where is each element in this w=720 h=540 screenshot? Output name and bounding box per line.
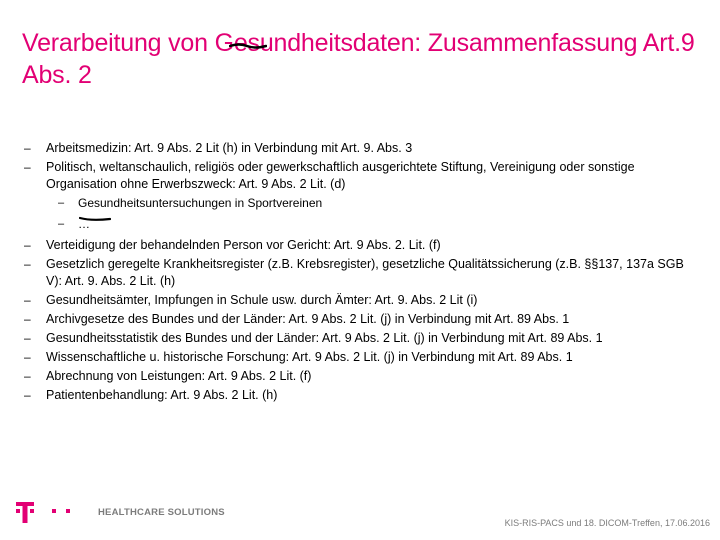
bullet-text: Politisch, weltanschaulich, religiös oder gewerkschaftlich ausgerichtete Stiftung, Vereinigung oder sonstige Organisation ohne Erwerbszweck: Art. 9 Abs. 2 Lit. (d)	[46, 160, 635, 191]
bullet-item	[24, 159, 694, 193]
bullet-text: Verteidigung der behandelnden Person vor Gericht: Art. 9 Abs. 2. Lit. (f)	[46, 238, 441, 252]
slide-title: Verarbeitung von Gesundheitsdaten: Zusammenfassung Art.9 Abs. 2	[22, 29, 695, 89]
pen-stroke-mark	[229, 43, 267, 49]
sub-bullet-dash: –	[58, 218, 65, 230]
pen-stroke-mark	[79, 216, 111, 222]
bullet-item	[24, 140, 694, 157]
bullet-text: Gesundheitsämter, Impfungen in Schule usw. durch Ämter: Art. 9. Abs. 2 Lit (i)	[46, 293, 478, 307]
bullet-dash: –	[24, 293, 31, 307]
bullet-dash: –	[24, 331, 31, 345]
brand-label: HEALTHCARE SOLUTIONS	[98, 507, 225, 518]
bullet-dash: –	[24, 141, 31, 155]
sub-bullet-text: Gesundheitsuntersuchungen in Sportvereinen	[78, 196, 323, 210]
bullet-text: Gesundheitsstatistik des Bundes und der Länder: Art. 9 Abs. 2 Lit. (j) in Verbindung mit Art. 89 Abs. 1	[46, 331, 603, 345]
bullet-item	[24, 292, 694, 309]
sub-bullet-dash: –	[58, 197, 65, 209]
footer-event-text: KIS-RIS-PACS und 18. DICOM-Treffen, 17.06.2016	[504, 518, 710, 528]
bullet-item	[24, 330, 694, 347]
bullet-dash: –	[24, 160, 31, 174]
sub-bullet-text: …	[78, 217, 90, 231]
telekom-t-logo-icon	[14, 500, 74, 524]
bullet-item	[24, 256, 694, 290]
bullet-item	[24, 349, 694, 366]
bullet-text: Patientenbehandlung: Art. 9 Abs. 2 Lit. (h)	[46, 388, 278, 402]
bullet-dash: –	[24, 312, 31, 326]
bullet-dash: –	[24, 350, 31, 364]
bullet-text: Wissenschaftliche u. historische Forschung: Art. 9 Abs. 2 Lit. (j) in Verbindung mit Art. 89 Abs. 1	[46, 350, 573, 364]
bullet-item	[24, 387, 694, 404]
bullet-dash: –	[24, 388, 31, 402]
bullet-item	[24, 368, 694, 385]
bullet-text: Archivgesetze des Bundes und der Länder: Art. 9 Abs. 2 Lit. (j) in Verbindung mit Art. 89 Abs. 1	[46, 312, 570, 326]
bullet-item	[24, 311, 694, 328]
sub-bullet-item	[24, 195, 694, 212]
bullet-dash: –	[24, 238, 31, 252]
bullet-dash: –	[24, 369, 31, 383]
bullet-text: Arbeitsmedizin: Art. 9 Abs. 2 Lit (h) in Verbindung mit Art. 9. Abs. 3	[46, 141, 413, 155]
sub-bullet-item	[24, 216, 694, 233]
bullet-text: Gesetzlich geregelte Krankheitsregister (z.B. Krebsregister), gesetzliche Qualitätssicherung (z.B. §§137, 137a SGB V): Art. 9. Abs. 2 Lit. (h)	[46, 257, 684, 288]
bullet-list	[24, 140, 694, 406]
bullet-item	[24, 237, 694, 254]
bullet-text: Abrechnung von Leistungen: Art. 9 Abs. 2 Lit. (f)	[46, 369, 312, 383]
bullet-dash: –	[24, 257, 31, 271]
